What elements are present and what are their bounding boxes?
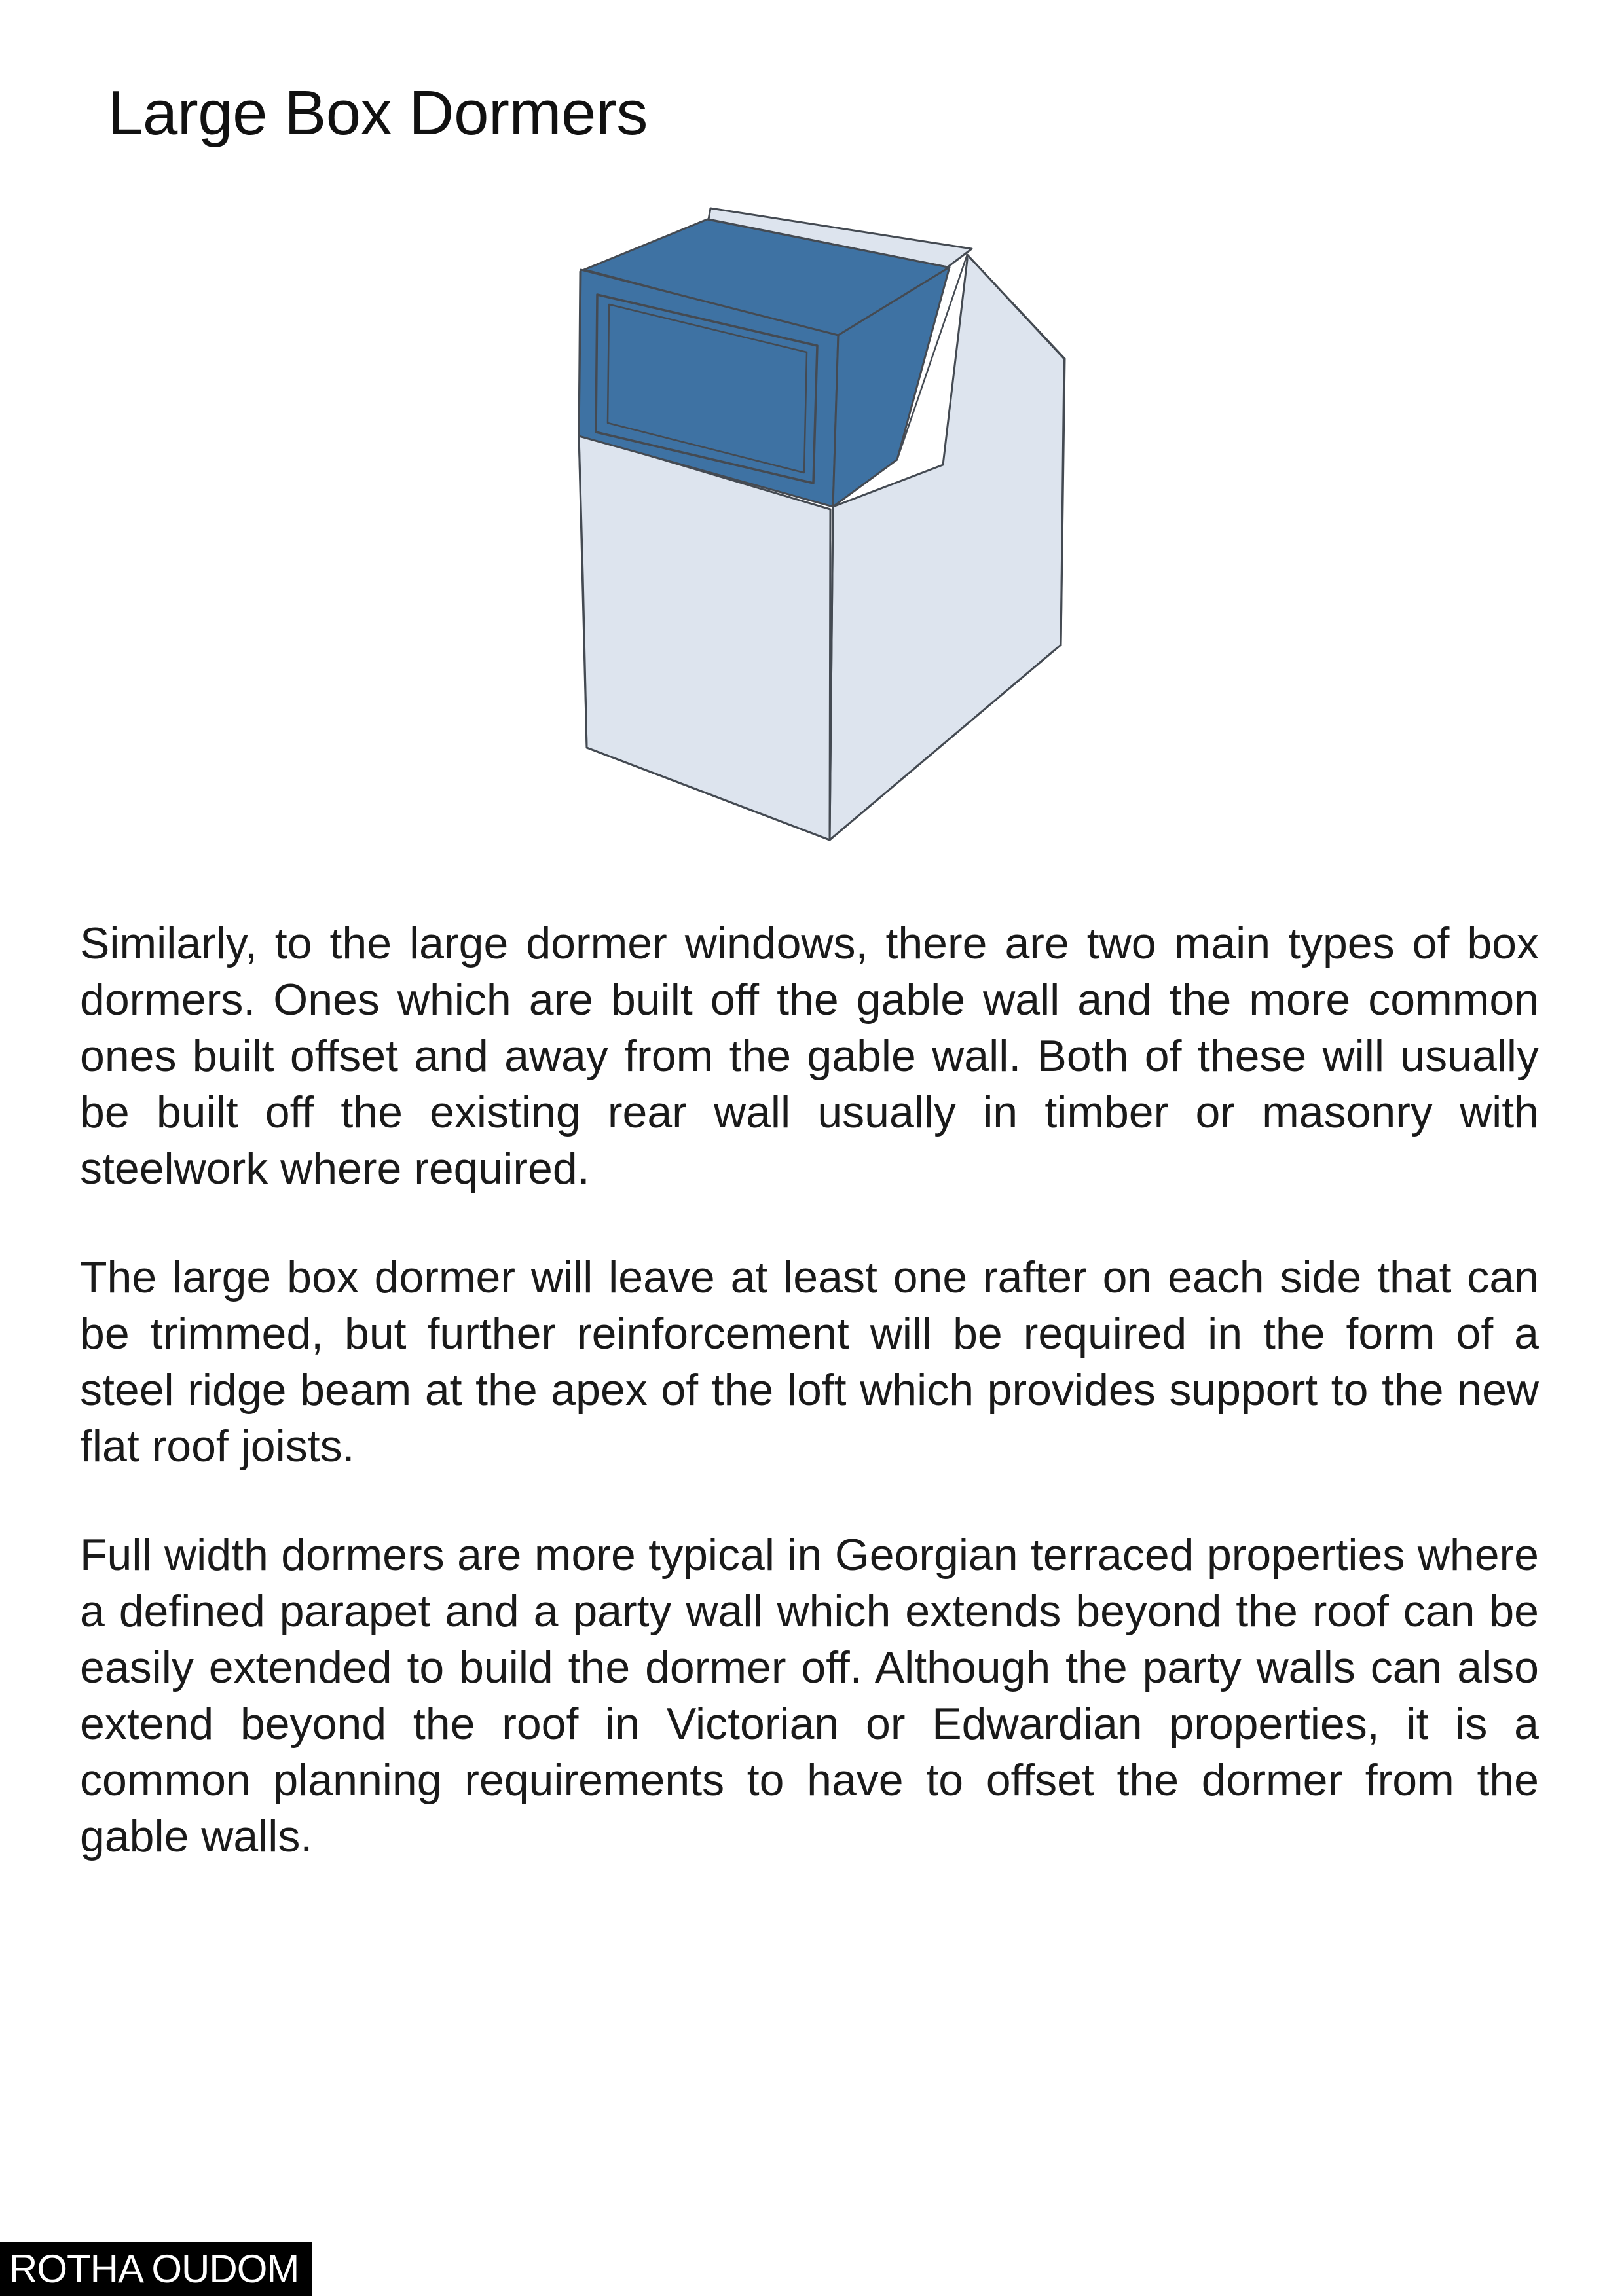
paragraph-dormer-types: Similarly, to the large dormer windows, there are two main types of box dormers. Ones which are built off the gable wall and the more common ones built offset and away from the gable wall. Both of these will usually be built off the existing rear wall usually in timber or masonry with steelwork where required. <box>80 919 1539 1194</box>
paragraph-full-width-dormers: Full width dormers are more typical in Georgian terraced properties where a defined parapet and a party wall which extends beyond the roof can be easily extended to build the dormer off. Although the party walls can also extend beyond the roof in Victorian or Edwardian properties, it is a common planning requirements to have to offset the dormer from the gable walls. <box>80 1530 1539 1861</box>
box-dormer-illustration <box>557 190 1080 864</box>
author-badge: ROTHA OUDOM <box>0 2242 312 2296</box>
body-text <box>80 915 1539 1917</box>
paragraph-rafter-reinforcement: The large box dormer will leave at least one rafter on each side that can be trimmed, but further reinforcement will be required in the form of a steel ridge beam at the apex of the loft which provides support to the new flat roof joists. <box>80 1252 1539 1471</box>
page-title: Large Box Dormers <box>108 78 648 148</box>
